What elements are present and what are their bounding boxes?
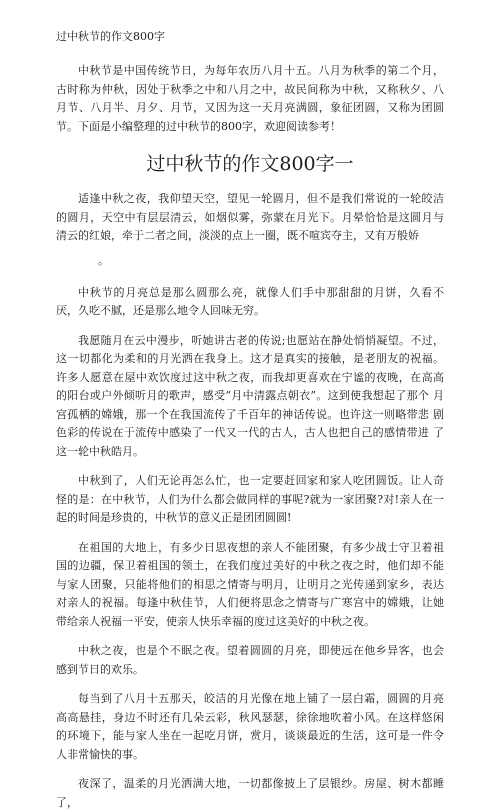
article-paragraph-7: 每当到了八月十五那天，皎洁的月光像在地上铺了一层白霜，圆圆的月亮 高高悬挂，身边不时还有几朵云彩，秋风瑟瑟，徐徐地吹着小风。在这样悠闲 的环境下，能与家人坐在一起吃月饼，赏月，谈谈最近的生活，这可是一件令 人非常愉快的事。	[56, 692, 444, 761]
article-paragraph-8: 夜深了，温柔的月光洒满大地，一切都像披上了层银纱。房屋、树木都睡 了，	[56, 777, 444, 809]
stray-period: 。	[98, 253, 109, 267]
document-header-title: 过中秋节的作文800字	[56, 30, 165, 43]
article-paragraph-5: 在祖国的大地上，有多少日思夜想的亲人不能团聚，有多少战士守卫着祖 国的边疆，保卫着祖国的领土，在我们度过美好的中秋之夜之时，他们却不能 与家人团聚，只能将他们的相思之情寄与明月，让明月之光传递到家乡，表达 对亲人的祝福。每逢中秋佳节，人们便将思念之情寄与广寒宫中的嫦娥，让她 带给亲人祝福一平安，使亲人快乐幸福的度过这美好的中秋之夜。	[56, 540, 444, 628]
article-paragraph-3: 我愿随月在云中漫步，听她讲古老的传说;也愿站在静处悄悄凝望。不过， 这一切都化为柔和的月光洒在我身上。这才是真实的接触，是老朋友的祝福。 许多人愿意在屋中欢饮度过这中秋之夜，而我却更喜欢在宁谧的夜晚，在高高 的阳台或户外倾听月的歌声，感受“月中清露点朝衣”。这到使我想起了那个 月宫孤栖的嫦娥，那一个在我国流传了千百年的神话传说。也许这一则略带悲 剧色彩的传说在于流传中感染了一代又一代的古人，古人也把自己的感情带进 了这一轮中秋皓月。	[56, 333, 444, 458]
article-title: 过中秋节的作文800字一	[146, 153, 354, 175]
article-paragraph-2: 中秋节的月亮总是那么圆那么亮，就像人们手中那甜甜的月饼，久看不 厌，久吃不腻，还是那么地令人回味无穷。	[56, 285, 444, 317]
article-paragraph-6: 中秋之夜，也是个不眠之夜。望着圆圆的月亮，即使远在他乡异客，也会 感到节日的欢乐。	[56, 644, 444, 676]
intro-paragraph: 中秋节是中国传统节日，为每年农历八月十五。八月为秋季的第二个月， 古时称为仲秋，因处于秋季之中和八月之中，故民间称为中秋，又称秋夕、八 月节、八月半、月夕、月节，又因为这一天月亮满圆，象征团圆，又称为团圆 节。下面是小编整理的过中秋节的800字，欢迎阅读参考！	[56, 64, 444, 133]
article-paragraph-4: 中秋到了，人们无论再怎么忙，也一定要赶回家和家人吃团圆饭。让人奇 怪的是：在中秋节，人们为什么都会做同样的事呢?就为一家团聚?对!亲人在一 起的时间是珍贵的，中秋节的意义正是团团圆圆!	[56, 474, 444, 524]
article-paragraph-1: 适逢中秋之夜，我仰望天空，望见一轮圆月，但不是我们常说的一轮皎洁 的圆月，天空中有层层清云，如烟似雾，弥蒙在月光下。月晕恰恰是这圆月与 清云的红娘，牵于二者之间，淡淡的点上一圈，既不喧宾夺主，又有万般娇	[56, 192, 444, 242]
